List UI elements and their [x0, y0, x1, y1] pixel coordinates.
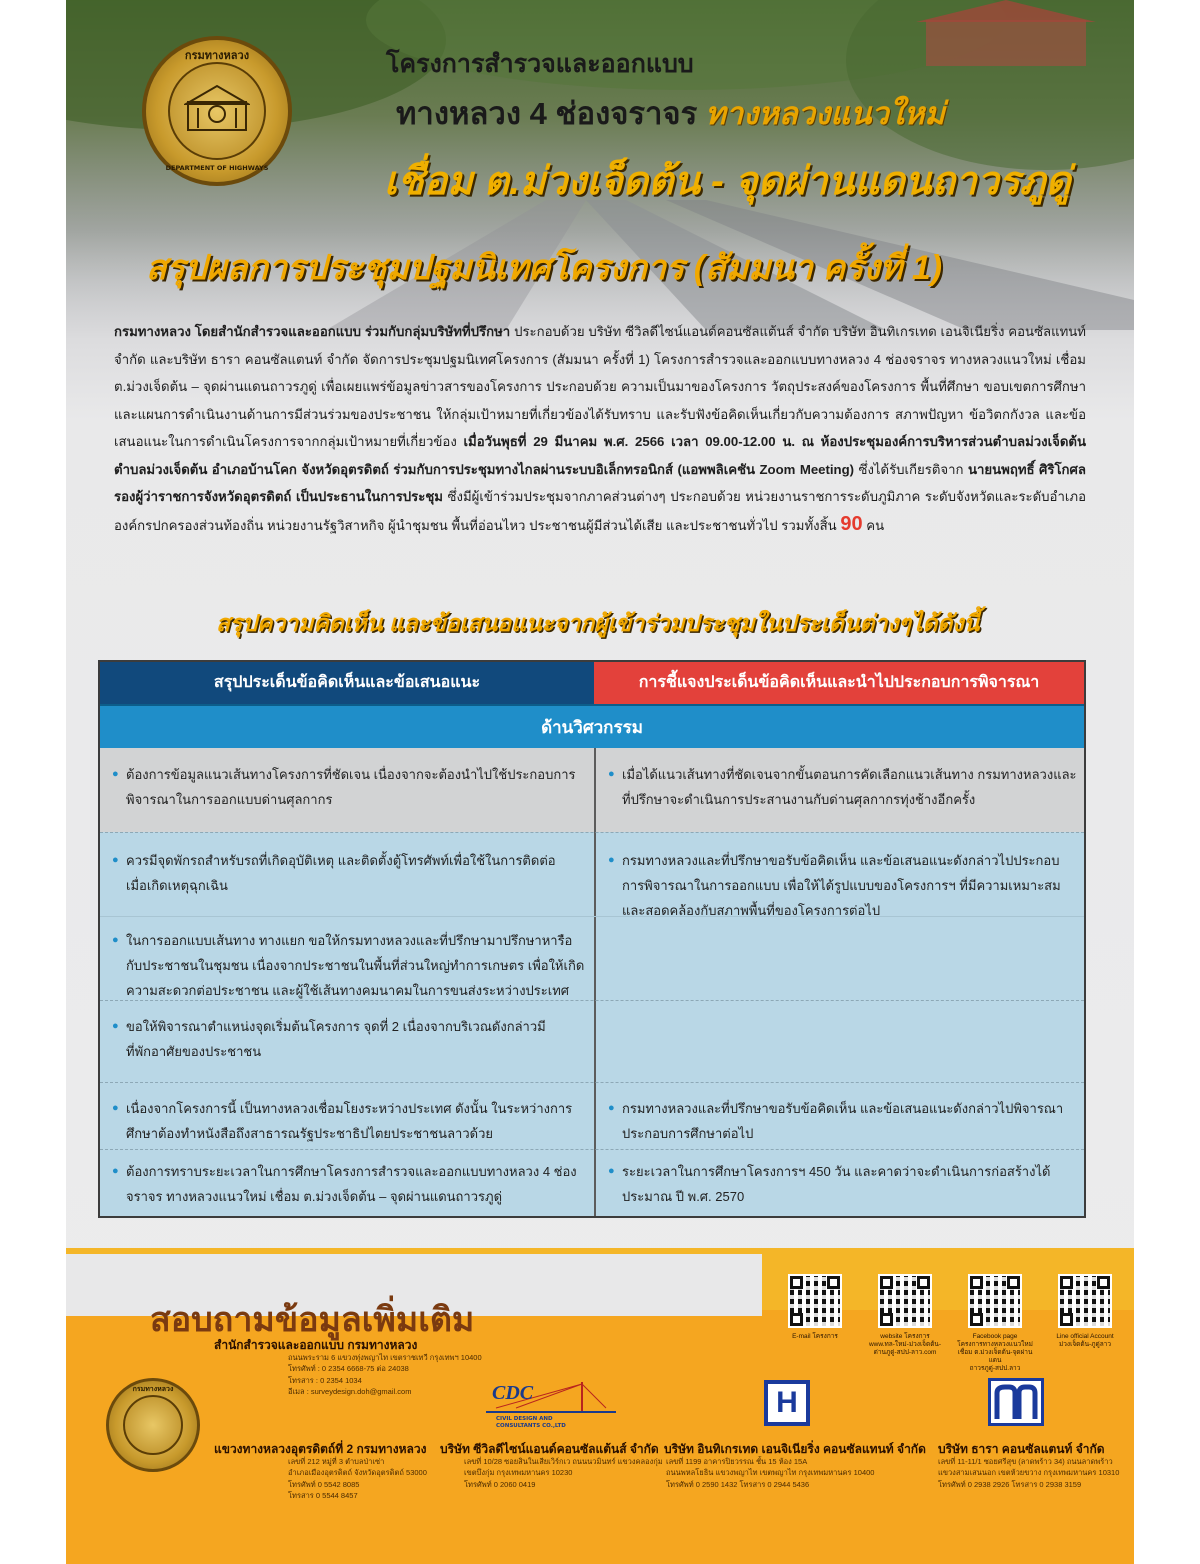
- doh-district-title: แขวงทางหลวงอุตรดิตถ์ที่ 2 กรมทางหลวง: [214, 1442, 427, 1456]
- table-header-responses: การชี้แจงประเด็นข้อคิดเห็นและนำไปประกอบการพิจารณา: [594, 662, 1084, 704]
- thara-address: เลขที่ 11-11/1 ซอยศรีสุข (ลาดพร้าว 34) ถนนลาดพร้าว แขวงสามเสนนอก เขตห้วยขวาง กรุงเทพมหานคร 10310 โทรศัพท์ 0 2938 2926 โทรสาร 0 2938 3159: [938, 1457, 1120, 1489]
- qr-website-caption: website โครงการ www.ทล-ใหม่-ม่วงเจ็ดต้น- ด่านภูดู่-สปป-ลาว.com: [868, 1333, 942, 1356]
- thara-logo: [988, 1378, 1044, 1426]
- integrated-engineering-address: เลขที่ 1199 อาคารปิยวรรณ ชั้น 15 ห้อง 15A ถนนพหลโยธิน แขวงพญาไท เขตพญาไท กรุงเทพมหานคร 10400 โทรศัพท์ 0 2590 1432 โทรสาร 0 2944 5436: [666, 1457, 875, 1489]
- doh-address: ถนนพระราม 6 แขวงทุ่งพญาไท เขตราชเทวี กรุงเทพฯ 10400 โทรศัพท์ : 0 2354 6668-75 ต่อ 24038 โทรสาร : 0 2354 1034 อีเมล : surveydesign.doh@gmail.com: [288, 1353, 482, 1396]
- response-item-2: ● กรมทางหลวงและที่ปรึกษาขอรับข้อคิดเห็น และข้อเสนอแนะดังกล่าวไปประกอบ การพิจารณาในการออกแบบ เพื่อให้ได้รูปแบบของโครงการฯ ที่มีความเหมาะสม และสอดคล้องกับสภาพพื้นที่ของโครงการต่อไป: [622, 848, 1061, 923]
- doh-footer-seal: กรมทางหลวง: [106, 1378, 200, 1472]
- project-title-line3: เชื่อม ต.ม่วงเจ็ดต้น - จุดผ่านแดนถาวรภูดู่: [384, 160, 1071, 203]
- qr-website[interactable]: [878, 1274, 932, 1328]
- section-engineering: ด้านวิศวกรรม: [100, 704, 1084, 750]
- intro-paragraph: กรมทางหลวง โดยสำนักสำรวจและออกแบบ ร่วมกับกลุ่มบริษัทที่ปรึกษา ประกอบด้วย บริษัท ซีวิลดีไซน์แอนด์คอนซัลแต้นส์ จำกัด บริษัท อินทิเกรเทด เอนจิเนียริ่ง คอนซัลแทนท์ จำกัด และบริษัท ธารา คอนซัลแตนท์ จำกัด จัดการประชุมปฐมนิเทศโครงการ (สัมมนา ครั้งที่ 1) โครงการสำรวจและออกแบบทางหลวง 4 ช่องจราจร ทางหลวงแนวใหม่ เชื่อม ต.ม่วงเจ็ดต้น – จุดผ่านแดนถาวรภูดู่ เพื่อเผยแพร่ข้อมูลข่าวสารของโครงการ ประกอบด้วย ความเป็นมาของโครงการ วัตถุประสงค์ของโครงการ พื้นที่ศึกษา ขอบเขตการศึกษา และแผนการดำเนินงานด้านการมีส่วนร่วมของประชาชน ให้กลุ่มเป้าหมายที่เกี่ยวข้องได้รับทราบ และรับฟังข้อคิดเห็นเกี่ยวกับความต้องการ สภาพปัญหา ข้อวิตกกังวล และข้อเสนอแนะในการดำเนินโครงการจากกลุ่มเป้าหมายที่เกี่ยวข้อง เมื่อวันพุธที่ 29 มีนาคม พ.ศ. 2566 เวลา 09.00-12.00 น. ณ ห้องประชุมองค์การบริหารส่วนตำบลม่วงเจ็ดต้น ตำบลม่วงเจ็ดต้น อำเภอบ้านโคก จังหวัดอุตรดิตถ์ ร่วมกับการประชุมทางไกลผ่านระบบอิเล็กทรอนิกส์ (แอพพลิเคชัน Zoom Meeting) ซึ่งได้รับเกียรติจาก นายนพฤทธิ์ ศิริโกศล รองผู้ว่าราชการจังหวัดอุตรดิตถ์ เป็นประธานในการประชุม ซึ่งมีผู้เข้าร่วมประชุมจากภาคส่วนต่างๆ ประกอบด้วย หน่วยงานราชการระดับภูมิภาค ระดับจังหวัดและระดับอำเภอ องค์กรปกครองส่วนท้องถิ่น หน่วยงานรัฐวิสาหกิจ ผู้นำชุมชน พื้นที่อ่อนไหว ประชาชนผู้มีส่วนได้เสีย และประชาชนทั่วไป รวมทั้งสิ้น 90 คน: [114, 324, 1087, 535]
- table-header-comments: สรุปประเด็นข้อคิดเห็นและข้อเสนอแนะ: [100, 662, 594, 704]
- comments-table: [98, 660, 1086, 1218]
- integrated-engineering-logo: H: [764, 1380, 810, 1426]
- qr-line[interactable]: [1058, 1274, 1112, 1328]
- doh-district-address: เลขที่ 212 หมู่ที่ 3 ตำบลป่าเซ่า อำเภอเมืองอุตรดิตถ์ จังหวัดอุตรดิตถ์ 53000 โทรศัพท์ 0 5542 8085 โทรสาร 0 5544 8457: [288, 1457, 427, 1500]
- qr-line-caption: Line official Account ม่วงเจ็ดต้น-ภูดู่ลาว: [1056, 1333, 1114, 1348]
- comment-item-5: ● เนื่องจากโครงการนี้ เป็นทางหลวงเชื่อมโยงระหว่างประเทศ ดังนั้น ในระหว่างการ ศึกษาต้องทำหนังสือถึงสาธารณรัฐประชาธิปไตยประชาชนลาวด้วย: [126, 1096, 572, 1146]
- poster: [66, 0, 1134, 1564]
- cdc-address: เลขที่ 10/28 ซอยสินในเสียเวิร์กเว ถนนนวมินทร์ แขวงคลองกุ่ม เขตบึงกุ่ม กรุงเทพมหานคร 10230 โทรศัพท์ 0 2060 0419: [464, 1457, 663, 1489]
- integrated-engineering-title: บริษัท อินทิเกรเทด เอนจิเนียริ่ง คอนซัลแทนท์ จำกัด: [664, 1442, 926, 1456]
- comment-item-2: ● ควรมีจุดพักรถสำหรับรถที่เกิดอุบัติเหตุ และติดตั้งตู้โทรศัพท์เพื่อใช้ในการติดต่อ เมื่อเกิดเหตุฉุกเฉิน: [126, 848, 556, 898]
- response-item-3: ● กรมทางหลวงและที่ปรึกษาขอรับข้อคิดเห็น และข้อเสนอแนะดังกล่าวไปพิจารณา ประกอบการศึกษาต่อไป: [622, 1096, 1063, 1146]
- response-item-4: ● ระยะเวลาในการศึกษาโครงการฯ 450 วัน และคาดว่าจะดำเนินการก่อสร้างได้ ประมาณ ปี พ.ศ. 2570: [622, 1159, 1050, 1209]
- thara-title: บริษัท ธารา คอนซัลแตนท์ จำกัด: [938, 1442, 1105, 1456]
- cdc-title: บริษัท ซีวิลดีไซน์แอนด์คอนซัลแต้นส์ จำกัด: [440, 1442, 659, 1456]
- comment-item-4: ● ขอให้พิจารณาตำแหน่งจุดเริ่มต้นโครงการ จุดที่ 2 เนื่องจากบริเวณดังกล่าวมี ที่พักอาศัยของประชาชน: [126, 1014, 546, 1064]
- comment-item-6: ● ต้องการทราบระยะเวลาในการศึกษาโครงการสำรวจและออกแบบทางหลวง 4 ช่อง จราจร ทางหลวงแนวใหม่ เชื่อม ต.ม่วงเจ็ดต้น – จุดผ่านแดนถาวรภูดู่: [126, 1159, 577, 1209]
- response-item-1: ● เมื่อได้แนวเส้นทางที่ชัดเจนจากขั้นตอนการคัดเลือกแนวเส้นทาง กรมทางหลวงและ ที่ปรึกษาจะดำเนินการประสานงานกับด่านศุลกากรทุ่งช้างอีกครั้ง: [622, 762, 1077, 812]
- summary-heading: สรุปความคิดเห็น และข้อเสนอแนะจากผู้เข้าร่วมประชุมในประเด็นต่างๆได้ดังนี้: [216, 610, 980, 636]
- qr-facebook-caption: Facebook page โครงการทางหลวงแนวใหม่ เชื่อม ต.ม่วงเจ็ดต้น-จุดผ่านแดน ถาวรภูดู่-สปป.ลาว: [957, 1333, 1033, 1372]
- attendee-count: 90: [840, 512, 863, 535]
- qr-email-caption: E-mail โครงการ: [792, 1333, 838, 1340]
- qr-email[interactable]: [788, 1274, 842, 1328]
- comment-item-3: ● ในการออกแบบเส้นทาง ทางแยก ขอให้กรมทางหลวงและที่ปรึกษามาปรึกษาหารือ กับประชาชนในชุมชน เนื่องจากประชาชนในพื้นที่ส่วนใหญ่ทำการเกษตร เพื่อให้เกิด ความสะดวกต่อประชาชน และผู้ใช้เส้นทางคมนาคมในการขนส่งระหว่างประเทศ: [126, 928, 584, 1003]
- doh-title: สำนักสำรวจและออกแบบ กรมทางหลวง: [214, 1338, 418, 1352]
- cdc-logo: CDC CIVIL DESIGN AND CONSULTANTS CO.,LTD: [486, 1378, 616, 1434]
- department-of-highways-seal: กรมทางหลวง DEPARTMENT OF HIGHWAYS: [142, 36, 292, 186]
- qr-facebook[interactable]: [968, 1274, 1022, 1328]
- comment-item-1: ● ต้องการข้อมูลแนวเส้นทางโครงการที่ชัดเจน เนื่องจากจะต้องนำไปใช้ประกอบการ พิจารณาในการออกแบบด่านศุลกากร: [126, 762, 576, 812]
- contact-heading: สอบถามข้อมูลเพิ่มเติม: [150, 1301, 475, 1339]
- project-title-line1: โครงการสำรวจและออกแบบ: [386, 50, 694, 78]
- meeting-summary-title: สรุปผลการประชุมปฐมนิเทศโครงการ (สัมมนา ครั้งที่ 1): [146, 249, 943, 287]
- project-title-line2: ทางหลวง 4 ช่องจราจร ทางหลวงแนวใหม่: [396, 96, 945, 131]
